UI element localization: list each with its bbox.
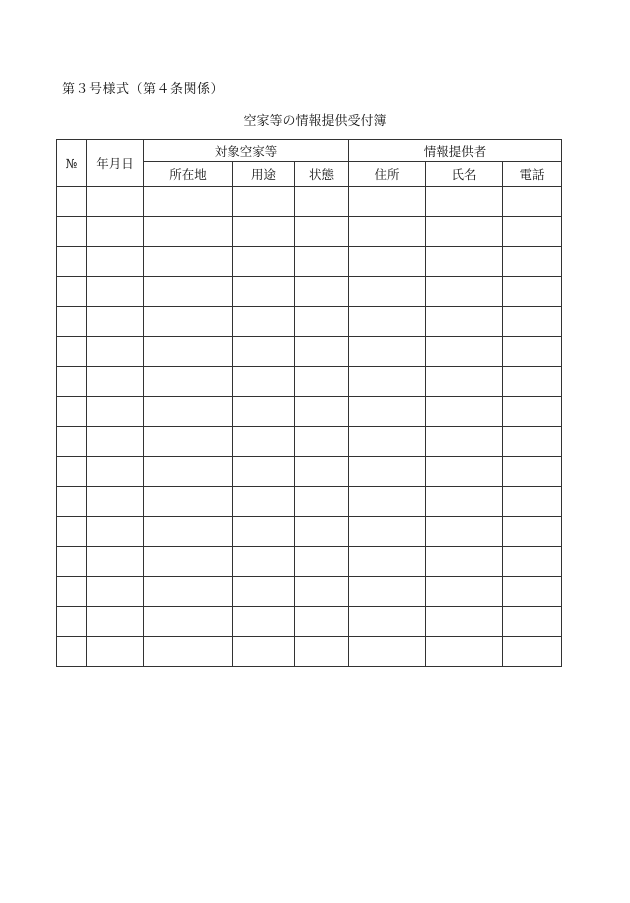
cell-condition[interactable] [295, 337, 349, 367]
cell-location[interactable] [144, 277, 233, 307]
cell-condition[interactable] [295, 277, 349, 307]
cell-location[interactable] [144, 637, 233, 667]
cell-date[interactable] [87, 457, 144, 487]
cell-use[interactable] [233, 337, 295, 367]
cell-use[interactable] [233, 427, 295, 457]
cell-no[interactable] [57, 427, 87, 457]
cell-condition[interactable] [295, 187, 349, 217]
header-target-vacant-house: 対象空家等 [144, 140, 349, 162]
cell-location[interactable] [144, 577, 233, 607]
cell-location[interactable] [144, 187, 233, 217]
header-use: 用途 [233, 162, 295, 187]
cell-no[interactable] [57, 367, 87, 397]
cell-phone[interactable] [503, 607, 562, 637]
cell-no[interactable] [57, 637, 87, 667]
cell-address[interactable] [349, 187, 426, 217]
table-row [57, 517, 562, 547]
cell-date[interactable] [87, 517, 144, 547]
table-row [57, 397, 562, 427]
cell-condition[interactable] [295, 547, 349, 577]
cell-use[interactable] [233, 247, 295, 277]
table-body [57, 187, 562, 667]
cell-name[interactable] [426, 577, 503, 607]
cell-address[interactable] [349, 397, 426, 427]
cell-no[interactable] [57, 397, 87, 427]
cell-date[interactable] [87, 247, 144, 277]
cell-name[interactable] [426, 277, 503, 307]
cell-use[interactable] [233, 577, 295, 607]
cell-location[interactable] [144, 607, 233, 637]
cell-address[interactable] [349, 607, 426, 637]
page-title: 空家等の情報提供受付簿 [243, 114, 387, 129]
cell-phone[interactable] [503, 277, 562, 307]
cell-condition[interactable] [295, 487, 349, 517]
cell-condition[interactable] [295, 397, 349, 427]
table-row [57, 427, 562, 457]
cell-name[interactable] [426, 517, 503, 547]
cell-use[interactable] [233, 637, 295, 667]
header-row-groups [57, 140, 562, 162]
cell-use[interactable] [233, 487, 295, 517]
cell-name[interactable] [426, 607, 503, 637]
cell-name[interactable] [426, 397, 503, 427]
cell-date[interactable] [87, 427, 144, 457]
cell-name[interactable] [426, 547, 503, 577]
cell-address[interactable] [349, 517, 426, 547]
cell-phone[interactable] [503, 187, 562, 217]
header-phone: 電話 [503, 162, 562, 187]
cell-condition[interactable] [295, 637, 349, 667]
cell-address[interactable] [349, 217, 426, 247]
cell-location[interactable] [144, 247, 233, 277]
cell-date[interactable] [87, 307, 144, 337]
cell-phone[interactable] [503, 427, 562, 457]
cell-address[interactable] [349, 457, 426, 487]
cell-name[interactable] [426, 307, 503, 337]
cell-date[interactable] [87, 277, 144, 307]
cell-address[interactable] [349, 487, 426, 517]
cell-use[interactable] [233, 217, 295, 247]
form-number-label: 第３号様式（第４条関係） [62, 82, 225, 97]
cell-address[interactable] [349, 427, 426, 457]
cell-name[interactable] [426, 457, 503, 487]
cell-condition[interactable] [295, 217, 349, 247]
cell-no[interactable] [57, 547, 87, 577]
cell-no[interactable] [57, 307, 87, 337]
cell-date[interactable] [87, 187, 144, 217]
cell-use[interactable] [233, 187, 295, 217]
cell-no[interactable] [57, 487, 87, 517]
cell-location[interactable] [144, 367, 233, 397]
table-row [57, 247, 562, 277]
cell-phone[interactable] [503, 547, 562, 577]
cell-name[interactable] [426, 337, 503, 367]
cell-phone[interactable] [503, 637, 562, 667]
header-condition: 状態 [295, 162, 349, 187]
cell-location[interactable] [144, 517, 233, 547]
cell-phone[interactable] [503, 337, 562, 367]
cell-date[interactable] [87, 337, 144, 367]
cell-no[interactable] [57, 607, 87, 637]
cell-address[interactable] [349, 337, 426, 367]
table-row [57, 367, 562, 397]
cell-date[interactable] [87, 577, 144, 607]
cell-phone[interactable] [503, 487, 562, 517]
cell-location[interactable] [144, 487, 233, 517]
cell-condition[interactable] [295, 307, 349, 337]
table-row [57, 577, 562, 607]
cell-date[interactable] [87, 367, 144, 397]
cell-address[interactable] [349, 307, 426, 337]
cell-date[interactable] [87, 217, 144, 247]
cell-name[interactable] [426, 247, 503, 277]
cell-date[interactable] [87, 547, 144, 577]
table-row [57, 187, 562, 217]
cell-name[interactable] [426, 637, 503, 667]
cell-date[interactable] [87, 487, 144, 517]
cell-name[interactable] [426, 217, 503, 247]
cell-phone[interactable] [503, 307, 562, 337]
cell-use[interactable] [233, 607, 295, 637]
cell-no[interactable] [57, 337, 87, 367]
cell-address[interactable] [349, 637, 426, 667]
cell-location[interactable] [144, 427, 233, 457]
cell-date[interactable] [87, 607, 144, 637]
table-header [57, 140, 562, 187]
cell-no[interactable] [57, 187, 87, 217]
cell-date[interactable] [87, 637, 144, 667]
information-register-table [56, 139, 562, 667]
cell-use[interactable] [233, 307, 295, 337]
cell-condition[interactable] [295, 247, 349, 277]
cell-no[interactable] [57, 217, 87, 247]
header-date: 年月日 [87, 140, 144, 187]
header-address: 住所 [349, 162, 426, 187]
header-informant: 情報提供者 [349, 140, 562, 162]
header-location: 所在地 [144, 162, 233, 187]
table-row [57, 547, 562, 577]
table-row [57, 457, 562, 487]
cell-phone[interactable] [503, 217, 562, 247]
cell-condition[interactable] [295, 367, 349, 397]
cell-phone[interactable] [503, 247, 562, 277]
table-row [57, 307, 562, 337]
cell-condition[interactable] [295, 577, 349, 607]
cell-name[interactable] [426, 487, 503, 517]
cell-condition[interactable] [295, 607, 349, 637]
cell-address[interactable] [349, 277, 426, 307]
cell-no[interactable] [57, 577, 87, 607]
cell-location[interactable] [144, 217, 233, 247]
table-row [57, 277, 562, 307]
cell-date[interactable] [87, 397, 144, 427]
cell-use[interactable] [233, 367, 295, 397]
cell-location[interactable] [144, 547, 233, 577]
cell-use[interactable] [233, 457, 295, 487]
cell-address[interactable] [349, 547, 426, 577]
cell-phone[interactable] [503, 367, 562, 397]
cell-phone[interactable] [503, 517, 562, 547]
table-row [57, 487, 562, 517]
cell-phone[interactable] [503, 577, 562, 607]
cell-location[interactable] [144, 397, 233, 427]
cell-name[interactable] [426, 427, 503, 457]
cell-no[interactable] [57, 457, 87, 487]
header-no: № [57, 140, 87, 187]
cell-phone[interactable] [503, 397, 562, 427]
cell-use[interactable] [233, 517, 295, 547]
cell-use[interactable] [233, 547, 295, 577]
cell-name[interactable] [426, 187, 503, 217]
cell-location[interactable] [144, 457, 233, 487]
table-row [57, 607, 562, 637]
table-row [57, 217, 562, 247]
cell-no[interactable] [57, 277, 87, 307]
cell-phone[interactable] [503, 457, 562, 487]
cell-use[interactable] [233, 277, 295, 307]
header-name: 氏名 [426, 162, 503, 187]
cell-condition[interactable] [295, 427, 349, 457]
cell-condition[interactable] [295, 517, 349, 547]
cell-location[interactable] [144, 337, 233, 367]
table-row [57, 637, 562, 667]
cell-location[interactable] [144, 307, 233, 337]
table-row [57, 337, 562, 367]
cell-no[interactable] [57, 247, 87, 277]
cell-address[interactable] [349, 577, 426, 607]
cell-address[interactable] [349, 367, 426, 397]
cell-address[interactable] [349, 247, 426, 277]
cell-use[interactable] [233, 397, 295, 427]
cell-no[interactable] [57, 517, 87, 547]
cell-condition[interactable] [295, 457, 349, 487]
cell-name[interactable] [426, 367, 503, 397]
